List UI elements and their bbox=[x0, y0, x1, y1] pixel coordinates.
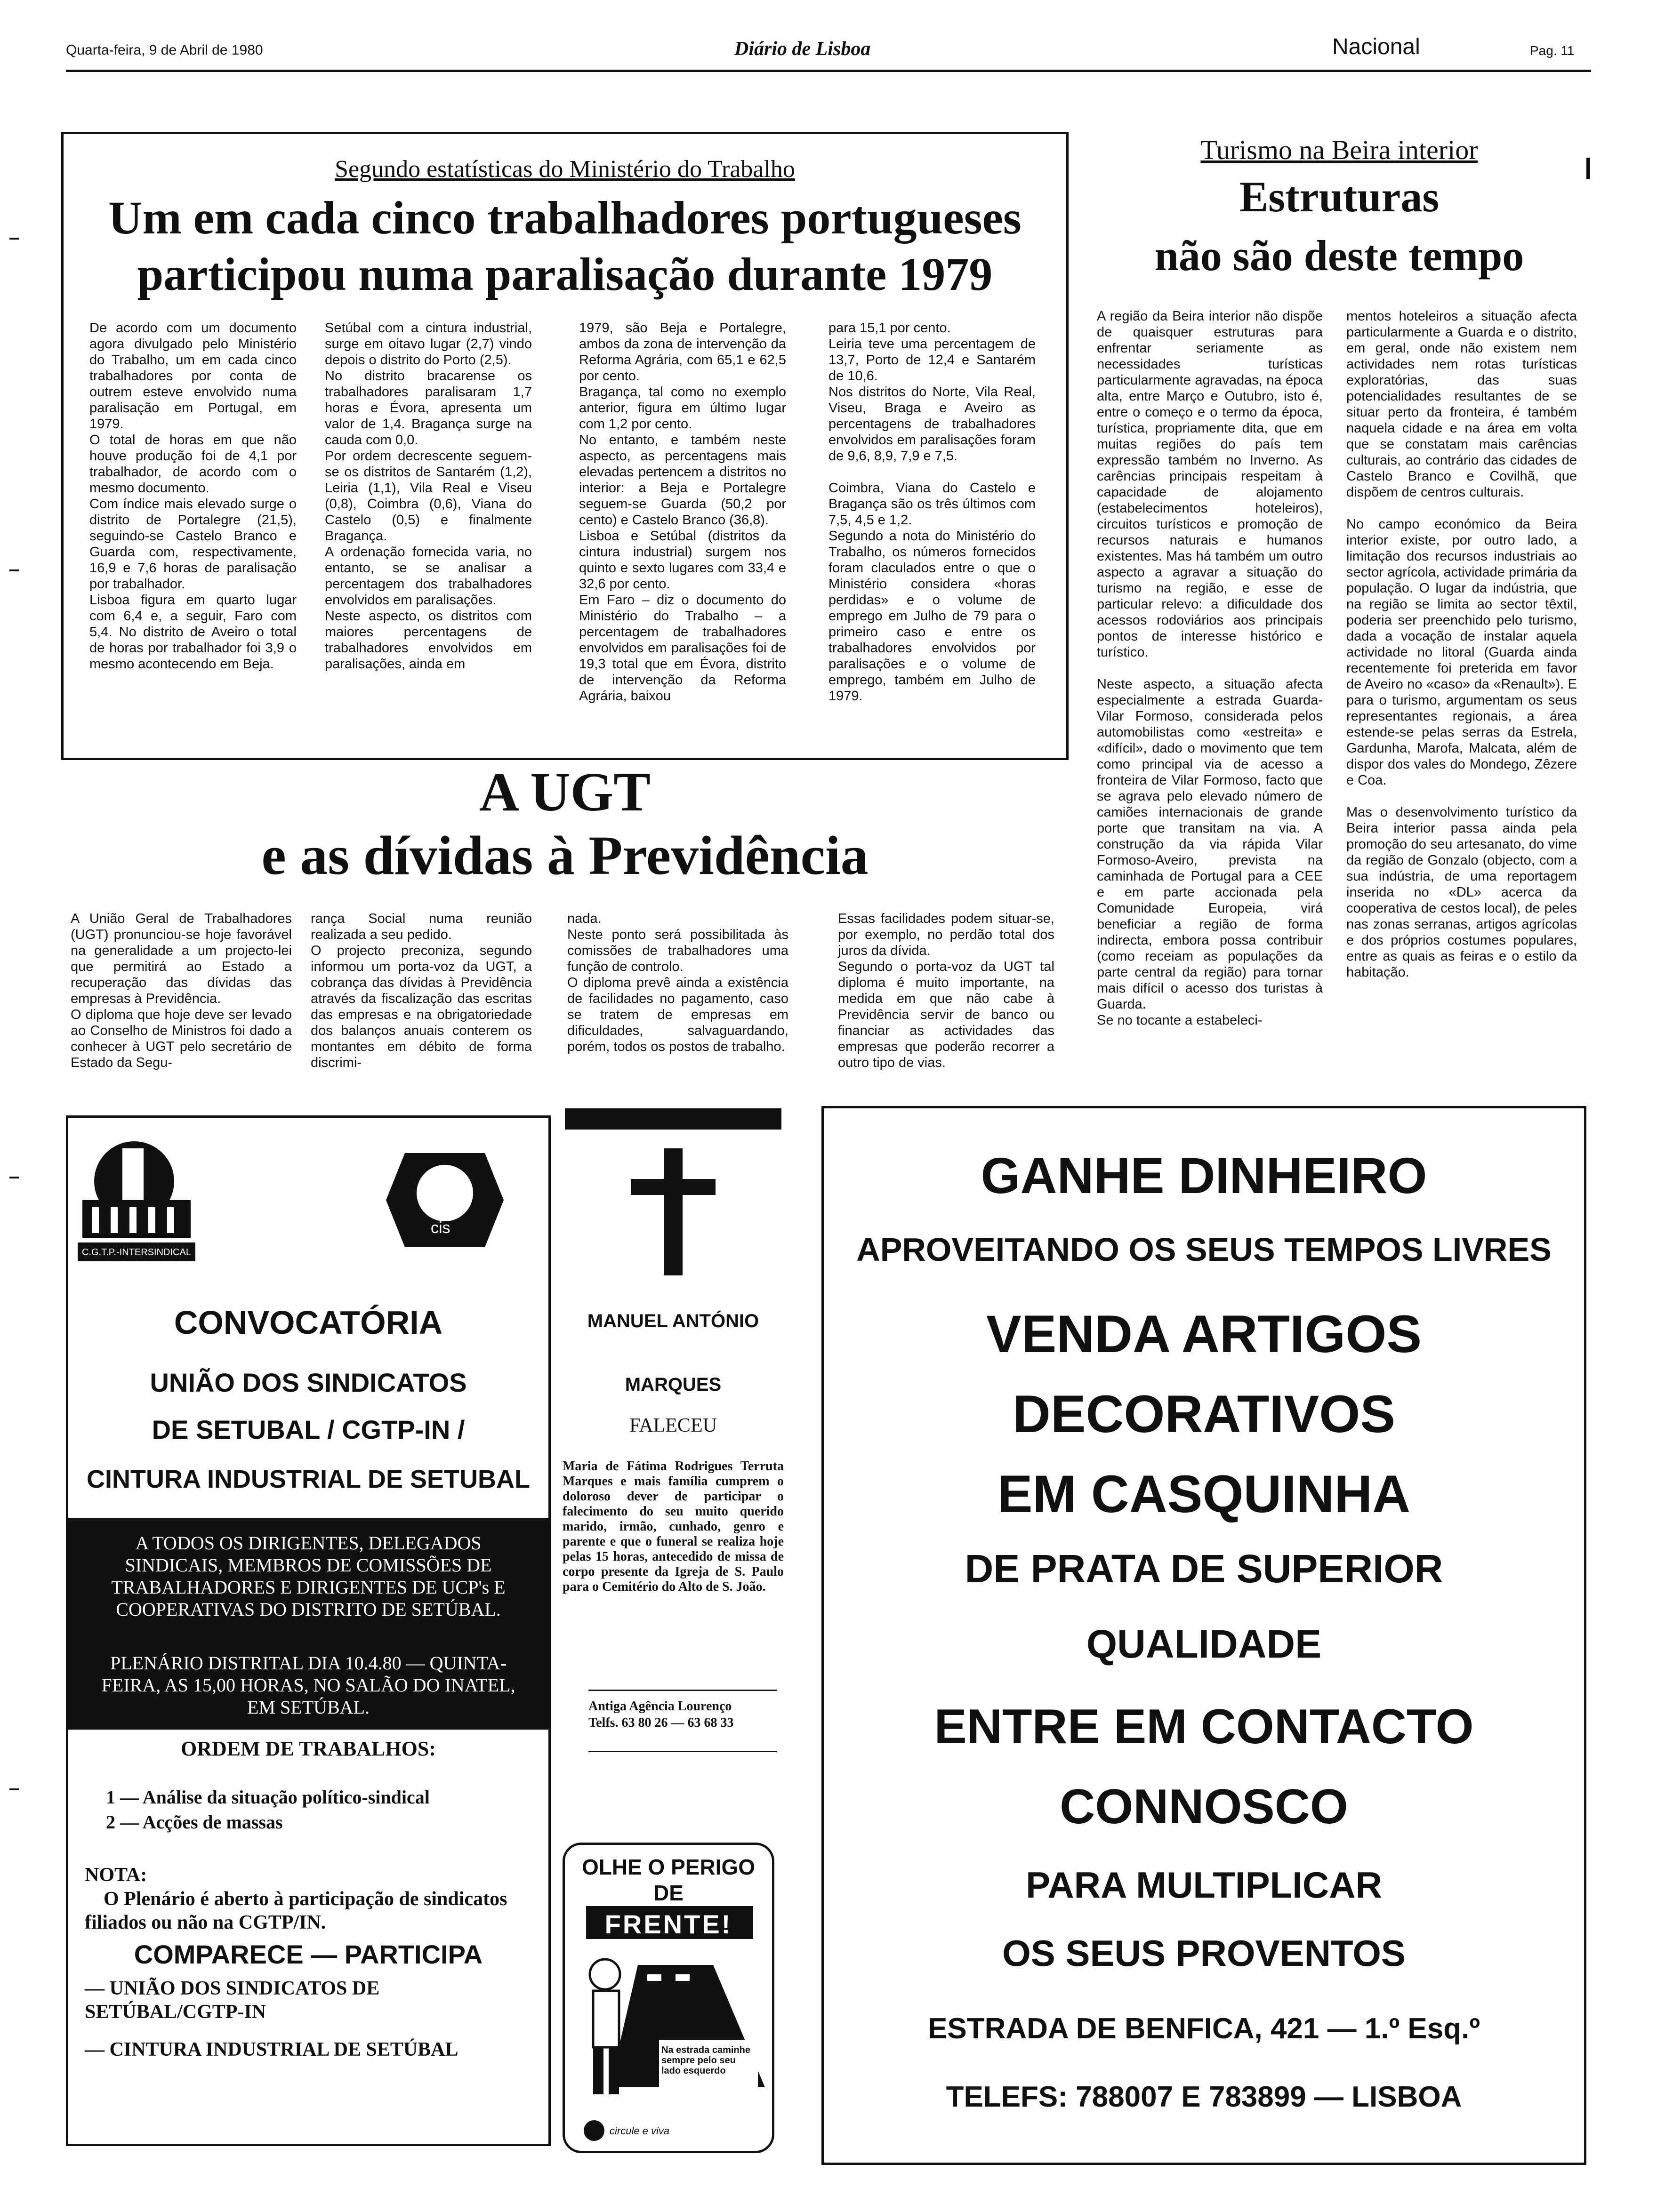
dinheiro-line-2: APROVEITANDO OS SEUS TEMPOS LIVRES bbox=[856, 1231, 1552, 1268]
ordem-item-2: 2 — Acções de massas bbox=[106, 1811, 283, 1833]
obituary-name-line1: MANUEL ANTÓNIO bbox=[587, 1311, 759, 1331]
article-headline-line1: Um em cada cinco trabalhadores portugueses bbox=[108, 192, 1022, 244]
margin-mark-1 bbox=[9, 238, 19, 240]
safety-line2: DE bbox=[653, 1881, 684, 1905]
cis-badge bbox=[377, 1144, 513, 1257]
ordem-item-1: 1 — Análise da situação político-sindical bbox=[106, 1787, 430, 1808]
convocatoria-dark-text2: PLENÁRIO DISTRITAL DIA 10.4.80 — QUINTA-FEIRA, AS 15,00 HORAS, NO SALÃO DO INATEL, EM SETÚBAL. bbox=[101, 1652, 515, 1718]
tourism-kicker: Turismo na Beira interior bbox=[1200, 135, 1478, 165]
cross-icon-vertical bbox=[664, 1148, 683, 1275]
nota-text: O Plenário é aberto à participação de sindicatos filiados ou não na CGTP/IN. bbox=[85, 1888, 507, 1933]
dinheiro-line-13: TELEFS: 788007 E 783899 — LISBOA bbox=[946, 2081, 1462, 2113]
nota-title: NOTA: bbox=[85, 1864, 147, 1886]
dinheiro-line-8: ENTRE EM CONTACTO bbox=[934, 1699, 1474, 1754]
comparece-participa: COMPARECE — PARTICIPA bbox=[134, 1940, 483, 1969]
pedestrian-illustration bbox=[572, 1946, 765, 2111]
signature-1: — UNIÃO DOS SINDICATOS DE SETÚBAL/CGTP-IN bbox=[85, 1978, 380, 2023]
page-number: Pag. 11 bbox=[1530, 43, 1575, 58]
convocatoria-line3: CINTURA INDUSTRIAL DE SETUBAL bbox=[87, 1465, 530, 1493]
cis-label: cis bbox=[431, 1219, 450, 1237]
ugt-column-3: nada. Neste ponto será possibilitada às comissões de trabalhadores uma função de controlo. O diploma prevê ainda a existência de facilidades no pagamento, caso se tratem de empresas em dificuldades, salvaguardando, porém, todos os postos de trabalho. bbox=[567, 911, 788, 1054]
convocatoria-dark-text: A TODOS OS DIRIGENTES, DELEGADOS SINDICAIS, MEMBROS DE COMISSÕES DE TRABALHADORES E DIRIGENTES DE UCP's E COOPERATIVAS DO DISTRITO DE SETÚBAL. bbox=[111, 1532, 506, 1620]
safety-line1: OLHE O PERIGO bbox=[581, 1855, 756, 1879]
dinheiro-line-12: ESTRADA DE BENFICA, 421 — 1.º Esq.º bbox=[927, 2012, 1480, 2045]
obituary-agency: Antiga Agência Lourenço bbox=[588, 1699, 732, 1714]
article1-column-1: De acordo com um documento agora divulgado pelo Ministério do Trabalho, um em cada cinco trabalhadores por conta de outrem esteve envolvido numa paralisação em Portugal, em 1979. O total de horas em que não houve produção foi de 4,1 por trabalhador, de acordo com o mesmo documento. Com índice mais elevado surge o distrito de Portalegre (21,5), seguindo-se Castelo Branco e Guarda com, respectivamente, 16,9 e 7,6 horas de paralisação por trabalhador. Lisboa figura em quarto lugar com 6,4 e, a seguir, Faro com 5,4. No distrito de Aveiro o total de horas por trabalhador foi 3,9 o mesmo acontecendo em Beja. bbox=[89, 321, 297, 672]
dinheiro-line-9: CONNOSCO bbox=[1060, 1779, 1348, 1834]
cgtp-logo bbox=[78, 1130, 195, 1261]
masthead: Diário de Lisboa bbox=[734, 38, 871, 60]
cgtp-logo-caption: C.G.T.P.-INTERSINDICAL bbox=[82, 1247, 191, 1258]
ugt-column-4: Essas facilidades podem situar-se, por exemplo, no perdão total dos juros da dívida. Segundo o porta-voz da UGT tal diploma é muito importante, na medida em que não cabe à Previdência servir de banco ou financiar as actividades das empresas que poderão recorrer a outro tipo de vias. bbox=[838, 911, 1054, 1070]
obituary-text: Maria de Fátima Rodrigues Terruta Marques e mais família cumprem o doloroso dever de participar o falecimento do seu muito querido marido, irmão, cunhado, genro e parente e que o funeral se realiza hoje pelas 15 horas, antecedido de missa de corpo presente da Igreja de S. Paulo para o Cemitério do Alto de S. João. bbox=[563, 1459, 784, 1594]
margin-mark-3 bbox=[9, 1177, 19, 1178]
ugt-headline-line2: e as dívidas à Previdência bbox=[261, 825, 869, 886]
convocatoria-line1: UNIÃO DOS SINDICATOS bbox=[150, 1368, 467, 1397]
article1-column-2: Setúbal com a cintura industrial, surge em oitavo lugar (2,7) vindo depois o distrito do Porto (2,5). No distrito bracarense os trabalhadores paralisaram 1,7 horas e Évora, apresenta um valor de 1,4. Bragança surge na cauda com 0,0. Por ordem decrescente seguem-se os distritos de Santarém (1,2), Leiria (1,1), Vila Real e Viseu (0,8), Coimbra (0,6), Viana do Castelo (0,5) e finalmente Bragança. A ordenação fornecida varia, no entanto, se se analisar a percentagem dos trabalhadores envolvidos em paralisações. Neste aspecto, os distritos com maiores percentagens de trabalhadores envolvidos em paralisações, ainda em bbox=[325, 321, 532, 672]
dinheiro-line-6: DE PRATA DE SUPERIOR bbox=[965, 1547, 1443, 1591]
obituary-rule-top bbox=[588, 1690, 777, 1691]
tourism-column-2: mentos hoteleiros a situação afecta particularmente a Guarda e o distrito, em geral, onde não existem nem actividades nem rotas turísticas exploratórias, das suas potencialidades resultantes de se situar perto da fronteira, é também naquela cidade e na área em volta que se constatam mais carências culturais, ao contrário das cidades de Castelo Branco e Covilhã, que dispõem de centros culturais. No campo económico da Beira interior existe, por outro lado, a limitação dos recursos industriais ao sector agrícola, actividade primária da população. O lugar da indústria, que na região se limita ao sector têxtil, poderia ser preenchido pelo turismo, dada a vocação de instalar aquela actividade no litoral (Guarda ainda recentemente foi preterida em favor de Aveiro no «caso» da «Renault»). E para o turismo, argumentam os seus representantes regionais, a área estende-se pelas serras da Estrela, Gardunha, Marofa, Malcata, além de dispor dos vales do Mondego, Zêzere e Coa. Mas o desenvolvimento turístico da Beira interior passa ainda pela promoção do seu artesanato, do vime da região de Gonzalo (objecto, com a sua indústria, de uma reportagem inserida no «DL» acerca da cooperativa de cestos local), de peles nas zonas serranas, artigos agrícolas e dos próprios costumes populares, entre as quais as feiras e o estilo da habitação. bbox=[1346, 309, 1577, 980]
margin-mark-2 bbox=[9, 569, 19, 571]
dinheiro-line-7: QUALIDADE bbox=[1086, 1622, 1322, 1666]
article1-column-4: para 15,1 por cento. Leiria teve uma percentagem de 13,7, Porto de 12,4 e Santarém de 10,6. Nos distritos do Norte, Vila Real, Viseu, Braga e Aveiro as percentagens de trabalhadores envolvidos em paralisações foram de 9,6, 8,9, 7,9 e 7,5. Coimbra, Viana do Castelo e Bragança são os três últimos com 7,5, 4,5 e 1,2. Segundo a nota do Ministério do Trabalho, os números fornecidos foram claculados entre o que o Ministério considera «horas perdidas» e o volume de emprego em Julho de 79 para o primeiro caso e entre os trabalhadores envolvidos por paralisações e o volume de emprego, também em Julho de 1979. bbox=[828, 321, 1036, 704]
obituary-rule-bottom bbox=[588, 1751, 777, 1752]
dinheiro-line-1: GANHE DINHEIRO bbox=[981, 1147, 1427, 1204]
dinheiro-line-5: EM CASQUINHA bbox=[997, 1465, 1411, 1523]
convocatoria-title: CONVOCATÓRIA bbox=[174, 1304, 443, 1341]
tourism-headline-line1: Estruturas bbox=[1239, 173, 1440, 221]
obituary-phones: Telfs. 63 80 26 — 63 68 33 bbox=[588, 1715, 734, 1730]
header-date: Quarta-feira, 9 de Abril de 1980 bbox=[66, 42, 263, 58]
article-kicker: Segundo estatísticas do Ministério do Trabalho bbox=[335, 156, 795, 183]
ugt-column-2: rança Social numa reunião realizada a seu pedido. O projecto preconiza, segundo informou um porta-voz da UGT, a cobrança das dívidas à Previdência através da fiscalização das escritas das empresas e na obrigatoriedade dos balanços anuais conterem os montantes em débito de forma discrimi- bbox=[311, 911, 532, 1070]
safety-note: Na estrada caminhe sempre pelo seu lado esquerdo bbox=[661, 2045, 750, 2076]
article1-column-3: 1979, são Beja e Portalegre, ambos da zona de intervenção da Reforma Agrária, com 65,1 e 62,5 por cento. Bragança, tal como no exemplo anterior, figura em último lugar com 1,2 por cento. No entanto, e também neste aspecto, as percentagens mais elevadas pertencem a distritos no interior: a Beja e Portalegre seguem-se Guarda (50,2 por cento) e Castelo Branco (36,8). Lisboa e Setúbal (distritos da cintura industrial) surgem nos quinto e sexto lugares com 33,4 e 32,6 por cento. Em Faro – diz o documento do Ministério do Trabalho – a percentagem de trabalhadores envolvidos em paralisações foi de 19,3 total que em Évora, distrito de intervenção da Reforma Agrária, baixou bbox=[579, 321, 786, 704]
ordem-title: ORDEM DE TRABALHOS: bbox=[181, 1737, 436, 1760]
safety-logo-text: circule e viva bbox=[610, 2125, 670, 2137]
article-headline-line2: participou numa paralisação durante 1979 bbox=[137, 248, 993, 300]
circule-logo-icon bbox=[584, 2120, 604, 2141]
tourism-column-1: A região da Beira interior não dispõe de quaisquer estruturas para enfrentar seriamente as necessidades turísticas particularmente agravadas, na época alta, entre Março e Outubro, isto é, entre o começo e o termo da época, turística, propriamente dita, que em muitas regiões do país tem expressão também no Inverno. As carências principais respeitam à capacidade de alojamento (estabelecimentos hoteleiros), circuitos turísticos e promoção de recursos naturais e humanos existentes. Mas há também um outro aspecto a agravar a situação do turismo na região, e esse de particular relevo: a dificuldade dos acessos rodoviários aos principais pontos de interesse histórico e turístico. Neste aspecto, a situação afecta especialmente a estrada Guarda-Vilar Formoso, considerada pelos automobilistas como «estreita» e «difícil», dado o movimento que tem como principal via de acesso a fronteira de Vilar Formoso, facto que se agrava pelo elevado número de camiões internacionais de grande porte que transitam na via. A construção da via rápida Vilar Formoso-Aveiro, prevista na caminhada de Portugal para a CEE e em parte accionada pela Comunidade Europeia, virá beneficiar a região de forma indirecta, embora possa contribuir (como receiam as populações da parte central da região) para tornar mais difícil o acesso dos turistas à Guarda. Se no tocante a estabeleci- bbox=[1097, 309, 1323, 1028]
section-name: Nacional bbox=[1332, 34, 1420, 59]
dinheiro-line-10: PARA MULTIPLICAR bbox=[1026, 1864, 1382, 1906]
obituary-top-bar bbox=[565, 1108, 781, 1130]
dinheiro-line-11: OS SEUS PROVENTOS bbox=[1002, 1932, 1406, 1974]
tourism-headline-line2: não são deste tempo bbox=[1154, 232, 1524, 280]
cross-icon-horizontal bbox=[631, 1179, 716, 1195]
dinheiro-line-3: VENDA ARTIGOS bbox=[986, 1305, 1422, 1363]
obituary-faleceu: FALECEU bbox=[629, 1415, 717, 1436]
ugt-headline-line1: A UGT bbox=[479, 761, 651, 823]
margin-mark-4 bbox=[9, 1788, 19, 1790]
header-rule bbox=[66, 70, 1591, 72]
corner-mark bbox=[1586, 158, 1590, 179]
signature-2: — CINTURA INDUSTRIAL DE SETÚBAL bbox=[85, 2039, 458, 2060]
safety-line3: FRENTE! bbox=[604, 1909, 732, 1939]
dinheiro-line-4: DECORATIVOS bbox=[1012, 1385, 1396, 1443]
obituary-name-line2: MARQUES bbox=[625, 1374, 722, 1395]
ugt-column-1: A União Geral de Trabalhadores (UGT) pronunciou-se hoje favorável na generalidade a um projecto-lei que permitirá ao Estado a recuperação das dívidas das empresas à Previdência. O diploma que hoje deve ser levado ao Conselho de Ministros foi dado a conhecer à UGT pelo secretário de Estado da Segu- bbox=[71, 911, 292, 1070]
convocatoria-line2: DE SETUBAL / CGTP-IN / bbox=[152, 1415, 465, 1444]
